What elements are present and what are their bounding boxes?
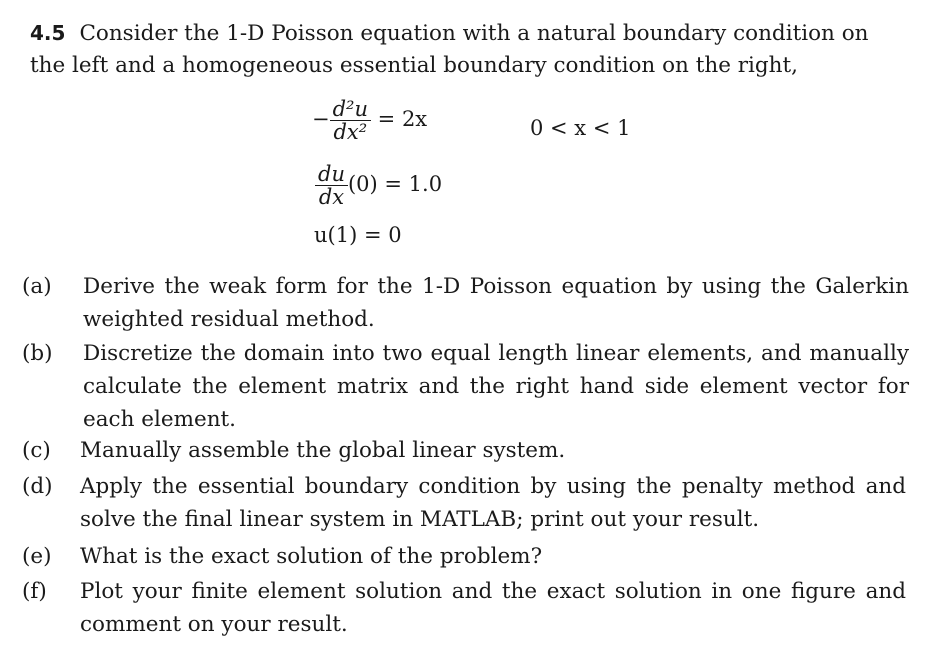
equation-rhs: = 2x — [371, 107, 428, 131]
first-derivative-fraction — [315, 163, 348, 208]
fraction-numerator: d²u — [330, 98, 371, 121]
item-label: (b) — [22, 341, 53, 366]
item-text: Plot your finite element solution and the exact solution in one figure and comment on your result. — [80, 579, 906, 637]
second-derivative-fraction — [330, 98, 371, 143]
item-text: What is the exact solution of the problem? — [80, 544, 543, 569]
intro-text-1: Consider the 1-D Poisson equation with a natural boundary condition on — [79, 21, 869, 46]
equation-rhs: (0) = 1.0 — [347, 172, 443, 196]
problem-number: 4.5 — [30, 21, 66, 45]
equation-poisson — [312, 98, 427, 143]
problem-intro-line-1 — [30, 19, 869, 48]
problem-intro-line-2: the left and a homogeneous essential boundary condition on the right, — [30, 53, 798, 78]
fraction-numerator: du — [315, 163, 348, 186]
equation-natural-bc — [315, 163, 442, 208]
item-label: (e) — [22, 544, 52, 569]
minus-sign: − — [312, 107, 330, 131]
item-text: Discretize the domain into two equal length linear elements, and manually calculate the element matrix and the right hand side element vector for each element. — [83, 341, 909, 432]
equation-essential-bc: u(1) = 0 — [314, 223, 402, 247]
item-label: (a) — [22, 274, 52, 299]
item-text: Derive the weak form for the 1-D Poisson equation by using the Galerkin weighted residual method. — [83, 274, 909, 332]
item-label: (d) — [22, 474, 53, 499]
fraction-denominator: dx² — [333, 120, 368, 144]
equation-domain: 0 < x < 1 — [530, 116, 631, 140]
item-text: Apply the essential boundary condition by using the penalty method and solve the final linear system in MATLAB; print out your result. — [80, 474, 906, 532]
item-text: Manually assemble the global linear system. — [80, 438, 566, 463]
item-label: (f) — [22, 579, 47, 604]
fraction-denominator: dx — [318, 185, 345, 209]
item-label: (c) — [22, 438, 51, 463]
